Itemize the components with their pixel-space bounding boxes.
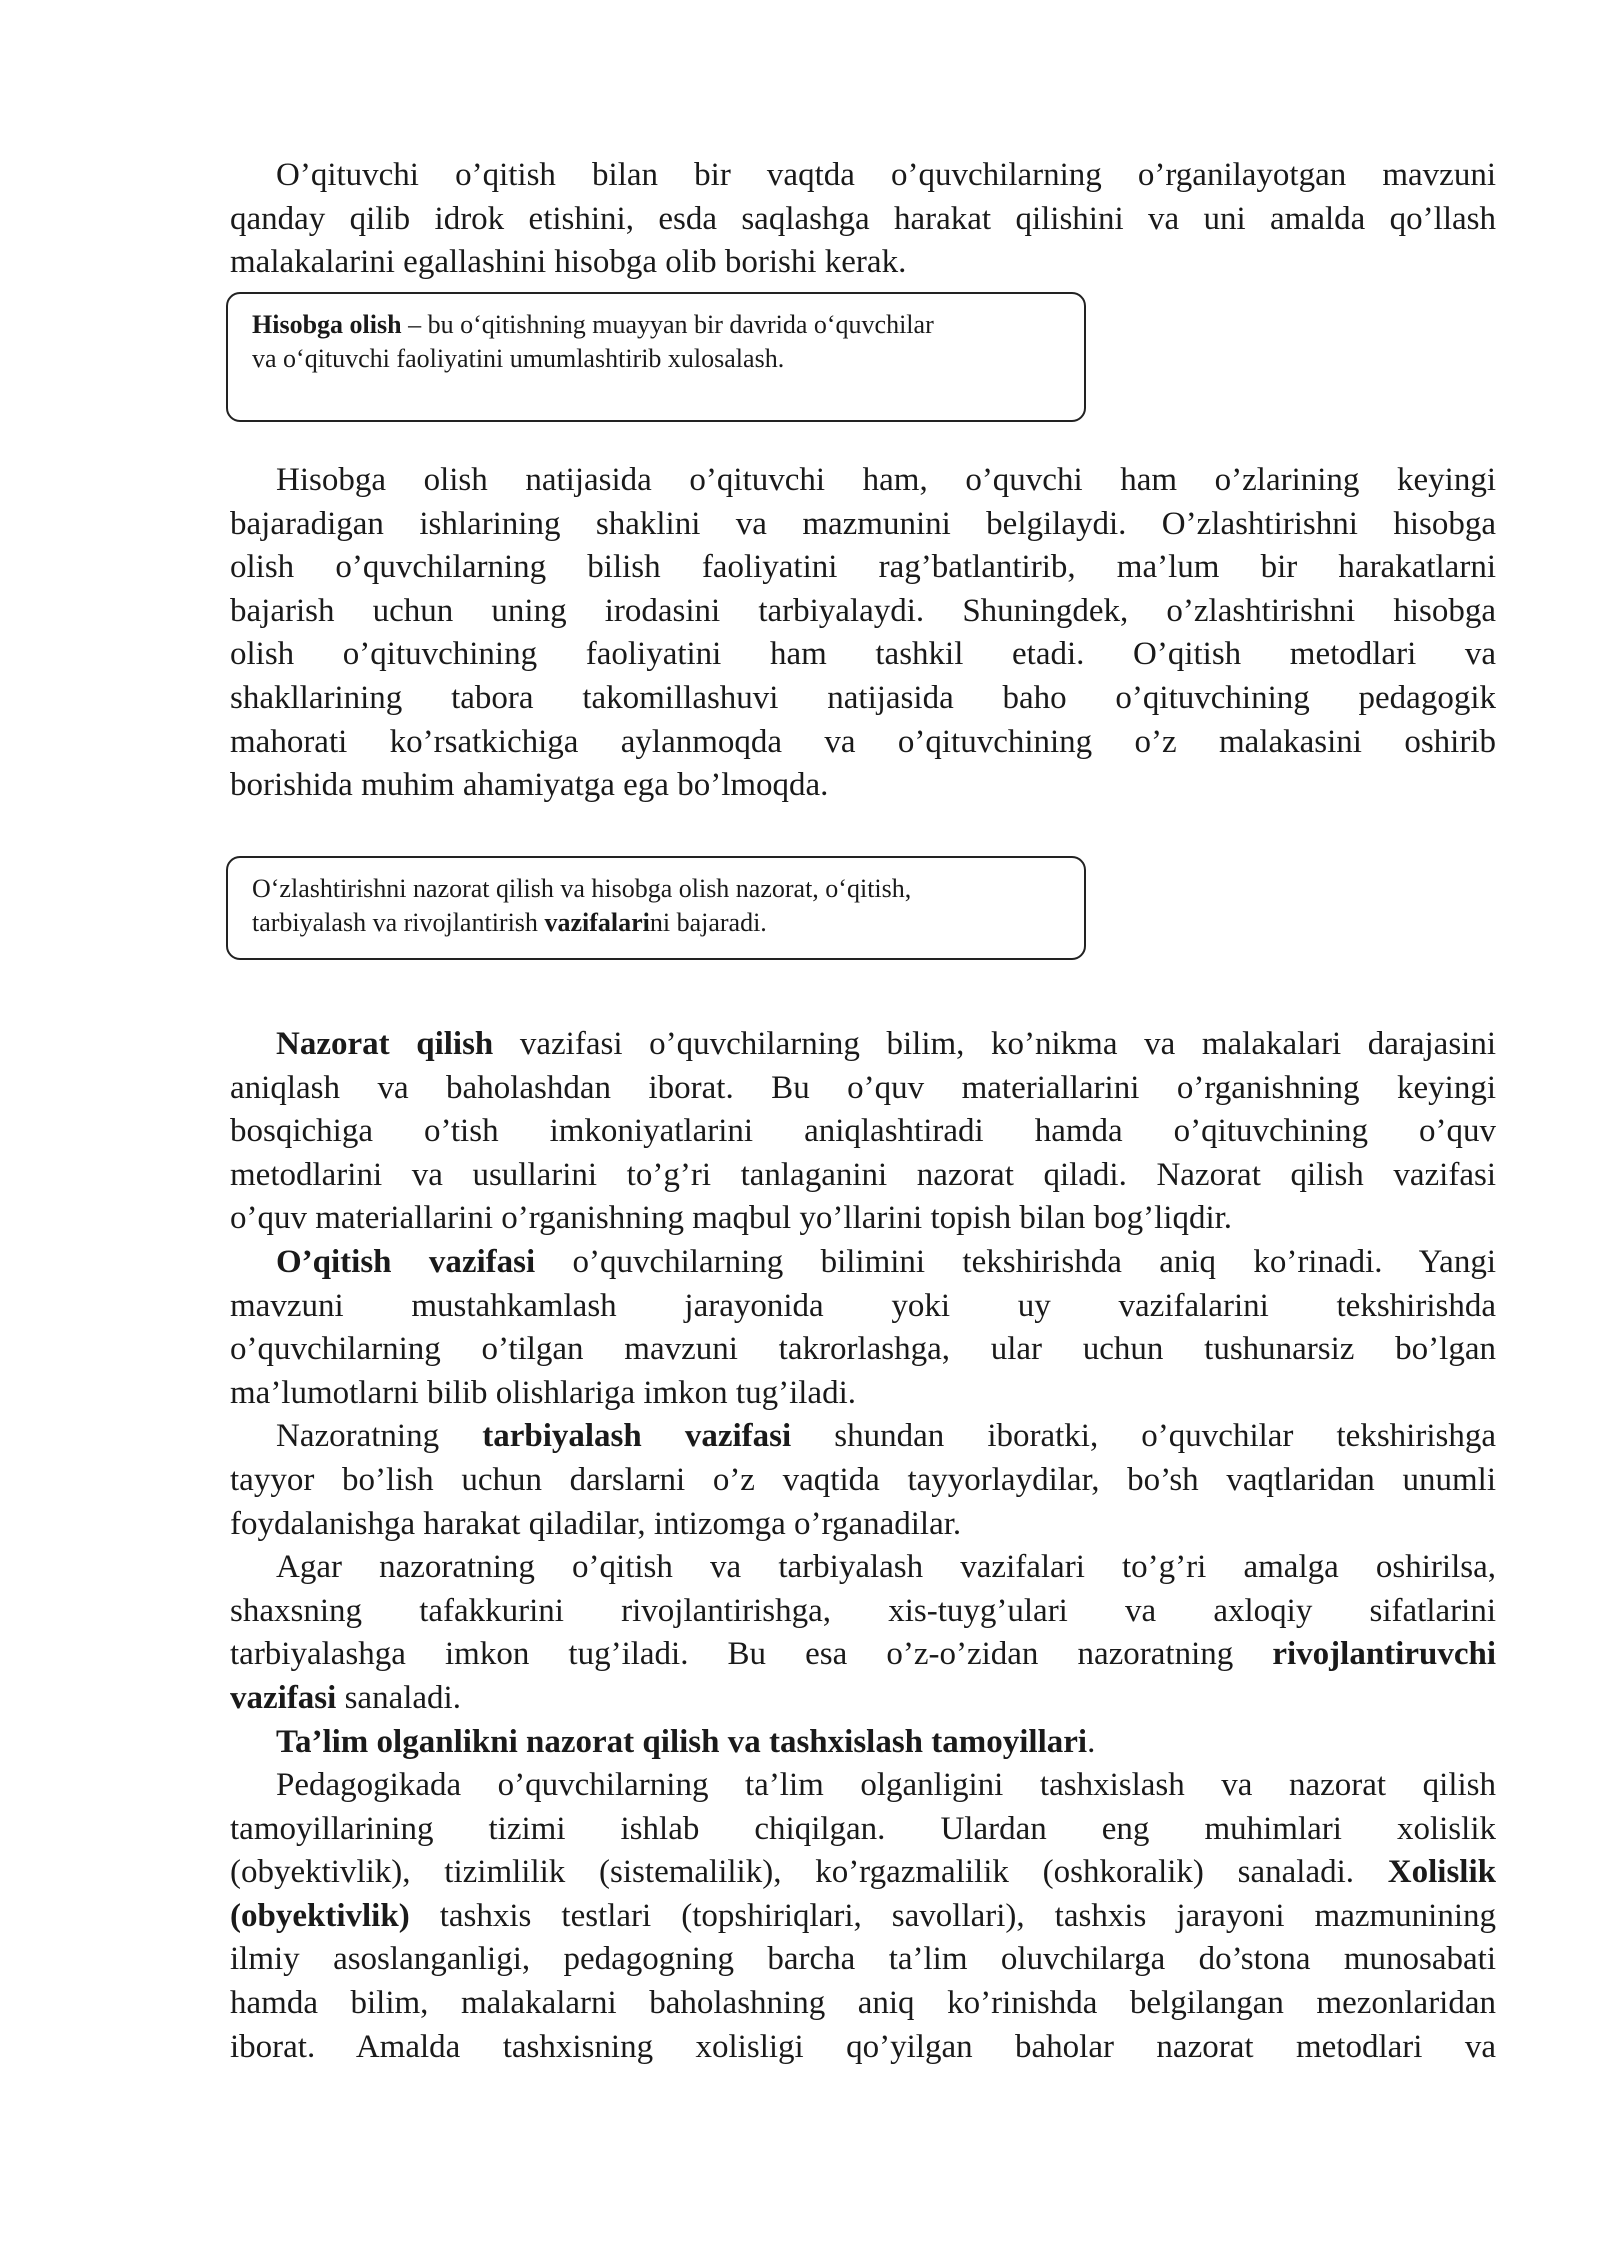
text-line <box>230 1241 1496 1285</box>
note-box-vazifalar <box>226 856 1086 960</box>
text-span: vazifasi o’quvchilarning bilim, ko’nikma va malakalari darajasini <box>493 1026 1496 1062</box>
box-text: tarbiyalash va rivojlantirish <box>252 908 545 937</box>
bold-term: Xolislik <box>1387 1854 1496 1891</box>
text-line: ilmiy asoslanganligi, pedagogning barcha ta’lim oluvchilarga do’stona munosabati <box>230 1941 1496 1978</box>
text-line: o’quv materiallarini o’rganishning maqbul yo’llarini topish bilan bog’liqdir. <box>230 1200 1233 1237</box>
text-line: mahorati ko’rsatkichiga aylanmoqda va o’qituvchining o’z malakasini oshirib <box>230 723 1496 760</box>
text-line <box>230 1677 1496 1721</box>
box-line <box>252 906 1062 940</box>
text-line: iborat. Amalda tashxisning xolisligi qo’yilgan baholar nazorat metodlari va <box>230 2028 1496 2065</box>
text-line: tamoyillarining tizimi ishlab chiqilgan. Ulardan eng muhimlari xolislik <box>230 1810 1496 1847</box>
text-span: shundan iboratki, o’quvchilar tekshirishga <box>791 1418 1496 1455</box>
box-line: O‘zlashtirishni nazorat qilish va hisobga olish nazorat, o‘qitish, <box>252 874 912 903</box>
text-span: sanaladi. <box>336 1679 461 1716</box>
text-line: bajaradigan ishlarining shaklini va mazmunini belgilaydi. O’zlashtirishni hisobga <box>230 505 1496 542</box>
text-line: O’qituvchi o’qitish bilan bir vaqtda o’quvchilarning o’rganilayotgan mavzuni <box>276 157 1496 193</box>
heading-text: Ta’lim olganlikni nazorat qilish va tashxislash tamoyillari <box>276 1723 1088 1760</box>
bold-term: rivojlantiruvchi <box>1272 1636 1496 1673</box>
text-line: shaxsning tafakkurini rivojlantirishga, xis-tuyg’ulari va axloqiy sifatlarini <box>230 1592 1496 1629</box>
definition-text: – bu o‘qitishning muayyan bir davrida o‘quvchilar <box>401 310 934 339</box>
text-span: Nazoratning <box>276 1418 483 1455</box>
text-span: tarbiyalashga imkon tug’iladi. Bu esa o’z-o’zidan nazoratning <box>230 1636 1273 1673</box>
text-line <box>230 1023 1496 1067</box>
text-span: o’quvchilarning bilimini tekshirishda aniq ko’rinadi. Yangi <box>535 1243 1496 1280</box>
bold-term: O’qitish vazifasi <box>276 1243 536 1280</box>
text-line: Hisobga olish natijasida o’qituvchi ham, o’quvchi ham o’zlarining keyingi <box>276 462 1496 498</box>
text-line: foydalanishga harakat qiladilar, intizomga o’rganadilar. <box>230 1505 962 1542</box>
text-line <box>230 1633 1496 1677</box>
text-line: shakllarining tabora takomillashuvi natijasida baho o’qituvchining pedagogik <box>230 679 1496 716</box>
section-heading <box>230 1721 1496 1765</box>
box-line: va o‘qituvchi faoliyatini umumlashtirib xulosalash. <box>252 344 785 373</box>
definition-box-hisobga-olish <box>226 292 1086 422</box>
bold-term: vazifasi <box>230 1679 337 1716</box>
box-text: ni bajaradi. <box>649 908 767 937</box>
text-line: Agar nazoratning o’qitish va tarbiyalash vazifalari to’g’ri amalga oshirilsa, <box>276 1549 1496 1586</box>
text-line: metodlarini va usullarini to’g’ri tanlaganini nazorat qiladi. Nazorat qilish vazifasi <box>230 1156 1496 1193</box>
text-line: tayyor bo’lish uchun darslarni o’z vaqtida tayyorlaydilar, bo’sh vaqtlaridan unumli <box>230 1461 1496 1498</box>
text-line <box>230 1851 1496 1895</box>
bold-term: tarbiyalash vazifasi <box>482 1418 792 1455</box>
body-text <box>230 1023 1496 2069</box>
text-span: (obyektivlik), tizimlilik (sistemalilik), ko’rgazmalilik (oshkoralik) sanaladi. <box>230 1854 1388 1891</box>
text-line <box>230 1415 1496 1459</box>
bold-term: Nazorat qilish <box>276 1026 494 1062</box>
definition-term: Hisobga olish <box>252 310 402 339</box>
text-line: o’quvchilarning o’tilgan mavzuni takrorlashga, ular uchun tushunarsiz bo’lgan <box>230 1331 1496 1368</box>
text-line: qanday qilib idrok etishini, esda saqlashga harakat qilishini va uni amalda qo’llash <box>230 200 1496 237</box>
paragraph-hisobga-olish-natijasi <box>230 459 1496 808</box>
text-line: ma’lumotlarni bilib olishlariga imkon tug’iladi. <box>230 1374 856 1411</box>
text-line: olish o’qituvchining faoliyatini ham tashkil etadi. O’qitish metodlari va <box>230 636 1496 673</box>
text-span: tashxis testlari (topshiriqlari, savollari), tashxis jarayoni mazmunining <box>409 1897 1496 1934</box>
box-line <box>252 308 1062 342</box>
text-line: olish o’quvchilarning bilish faoliyatini rag’batlantirib, ma’lum bir harakatlarni <box>230 549 1496 586</box>
text-line: mavzuni mustahkamlash jarayonida yoki uy vazifalarini tekshirishda <box>230 1287 1496 1324</box>
box-bold-text: vazifalari <box>544 908 650 937</box>
text-line: borishida muhim ahamiyatga ega bo’lmoqda. <box>230 767 829 804</box>
bold-term: (obyektivlik) <box>230 1897 410 1934</box>
text-line: bajarish uchun uning irodasini tarbiyalaydi. Shuningdek, o’zlashtirishni hisobga <box>230 592 1496 629</box>
text-line: bosqichiga o’tish imkoniyatlarini aniqlashtiradi hamda o’qituvchining o’quv <box>230 1113 1496 1150</box>
text-line: hamda bilim, malakalarni baholashning aniq ko’rinishda belgilangan mezonlaridan <box>230 1985 1496 2022</box>
text-line: Pedagogikada o’quvchilarning ta’lim olganligini tashxislash va nazorat qilish <box>276 1767 1496 1804</box>
text-line <box>230 1895 1496 1939</box>
text-line: aniqlash va baholashdan iborat. Bu o’quv materiallarini o’rganishning keyingi <box>230 1069 1496 1106</box>
heading-period: . <box>1087 1723 1096 1760</box>
text-line: malakalarini egallashini hisobga olib borishi kerak. <box>230 244 907 281</box>
paragraph-intro <box>230 154 1496 285</box>
